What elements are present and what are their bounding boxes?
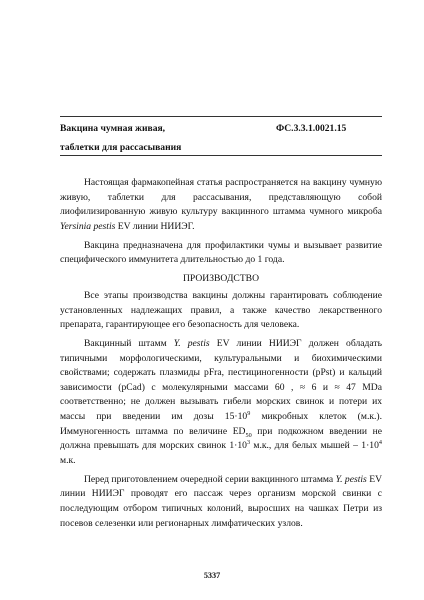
strain-text-f: м.к. xyxy=(60,454,76,466)
page-number: 5337 xyxy=(203,571,221,580)
passage-text-a: Перед приготовлением очередной серии вакцинного штамма xyxy=(84,473,336,485)
strain-text-c: микробных клеток (м.к.). Иммуногенность штамма по величине ED xyxy=(60,411,382,437)
section-heading-production: ПРОИЗВОДСТВО xyxy=(182,273,260,285)
paragraph-purpose xyxy=(60,239,382,268)
paragraph-scope xyxy=(60,176,382,234)
strain-text-b: EV линии НИИЭГ должен обладать типичными морфологическими, культуральными и биохимическими свойствами; содержать плазмиды pFra, пестициногенности (pPst) и кальций зависимости (pCad) с молекулярными массами 60 , ≈ 6 и ≈ 47 MDa соответственно; не должен вызывать гибели морских свинок и потери их массы при введении им дозы 15·10 xyxy=(60,338,382,423)
monograph-title: Вакцина чумная живая, xyxy=(60,123,166,134)
passage-text-b: EV линии НИИЭГ проводят его пассаж через организм морской свинки с последующим отбором типичных колоний, выросших на чашках Петри из посевов селезенки или регионарных лимфатических узлов. xyxy=(60,473,383,529)
paragraph-production-general xyxy=(60,289,382,333)
exponent: 4 xyxy=(378,439,382,447)
exponent: 3 xyxy=(246,439,251,447)
strain-text-d: при подкожном введении не должна превышать для морских свинок 1·10 xyxy=(60,425,382,452)
document-body xyxy=(60,176,382,536)
strain-text-e: м.к., для белых мышей – 1·10 xyxy=(250,440,379,452)
monograph-code: ФС.3.3.1.0021.15 xyxy=(276,123,347,134)
paragraph-passage xyxy=(60,473,382,531)
paragraph-strain xyxy=(60,337,382,468)
paragraph-scope-text: Настоящая фармакопейная статья распространяется на вакцину чумную живую, таблетки для рассасывания, представляющую собой лиофилизированную живую культуру вакцинного штамма чумного микроба xyxy=(60,177,382,218)
species-name: Y. pestis xyxy=(335,473,367,485)
exponent: 9 xyxy=(247,409,251,417)
species-name: Y. pestis xyxy=(173,338,210,350)
subscript: 50 xyxy=(245,431,252,439)
header-bottom-rule xyxy=(60,155,382,156)
species-name: Yersinia pestis xyxy=(60,220,116,232)
paragraph-purpose-text: Вакцина предназначена для профилактики чумы и вызывает развитие специфического иммунитета длительностью до 1 года. xyxy=(60,239,382,266)
header-top-rule xyxy=(60,116,382,117)
strain-text-a: Вакцинный штамм xyxy=(84,338,174,350)
monograph-subtitle: таблетки для рассасывания xyxy=(60,142,182,153)
paragraph-production-text: Все этапы производства вакцины должны гарантировать соблюдение установленных надлежащих правил, а также качество лекарственного препарата, гарантирующее его безопасность для человека. xyxy=(60,289,382,331)
paragraph-scope-text-end: EV линии НИИЭГ. xyxy=(115,220,195,232)
